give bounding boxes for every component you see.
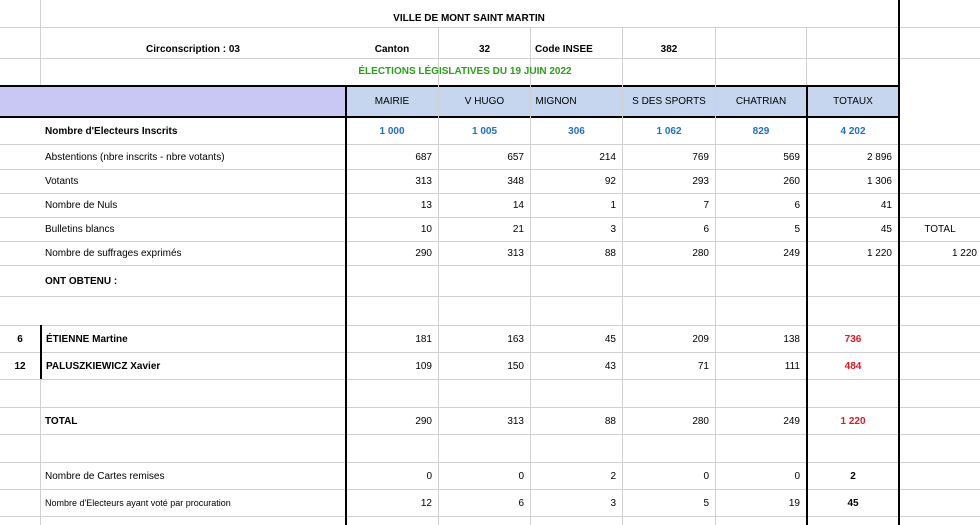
cell: 280: [692, 248, 709, 259]
side-total-label: TOTAL: [924, 224, 956, 235]
cell: 150: [507, 360, 524, 372]
cell: 657: [507, 151, 524, 163]
cell: 14: [512, 200, 524, 211]
cell: 88: [604, 248, 616, 259]
cell: 6: [703, 224, 709, 235]
cell: 249: [783, 415, 800, 427]
candidate-number: 6: [17, 333, 23, 345]
row-label-procuration: Nombre d'Electeurs ayant voté par procuration: [45, 498, 231, 508]
cell: 12: [420, 497, 432, 509]
insee-value: 382: [660, 43, 678, 55]
cell: 214: [599, 151, 616, 163]
col-header-sports: S DES SPORTS: [632, 96, 706, 107]
cell: 280: [692, 415, 709, 427]
cell: 829: [752, 125, 770, 137]
cell: 71: [697, 360, 709, 372]
cell: 1 062: [656, 125, 682, 137]
cell: 5: [703, 497, 709, 509]
candidate-name: ÉTIENNE Martine: [46, 333, 128, 345]
cell: 45: [847, 497, 859, 509]
cell: 45: [880, 224, 892, 235]
cell: 348: [507, 176, 524, 187]
row-label-blancs: Bulletins blancs: [45, 224, 115, 235]
cell: 0: [703, 470, 709, 482]
row-label-total: TOTAL: [45, 415, 78, 427]
cell: 1 220: [866, 248, 892, 259]
cell: 736: [844, 333, 862, 345]
cell: 92: [604, 176, 616, 187]
cell: 3: [610, 224, 616, 235]
side-total-value: 1 220: [951, 248, 977, 259]
cell: 1 306: [866, 176, 892, 187]
header-band-purple: [0, 86, 346, 116]
col-header-mignon: MIGNON: [535, 96, 577, 107]
row-label-inscrits: Nombre d'Electeurs Inscrits: [45, 125, 178, 137]
col-header-mairie: MAIRIE: [374, 96, 410, 107]
row-label-abstentions: Abstentions (nbre inscrits - nbre votants): [45, 151, 225, 163]
row-label-cartes: Nombre de Cartes remises: [45, 470, 165, 482]
cell: 88: [604, 415, 616, 427]
cell: 0: [794, 470, 800, 482]
col-header-chatrian: CHATRIAN: [735, 96, 787, 107]
cell: 111: [784, 360, 800, 372]
cell: 313: [415, 176, 432, 187]
cell: 5: [794, 224, 800, 235]
cell: 569: [783, 151, 800, 163]
cell: 249: [783, 248, 800, 259]
cell: 181: [415, 333, 432, 345]
cell: 7: [703, 200, 709, 211]
cell: 1 000: [379, 125, 405, 137]
cell: 6: [518, 497, 524, 509]
cell: 138: [783, 333, 800, 345]
canton-label: Canton: [374, 43, 410, 55]
cell: 484: [844, 360, 862, 372]
circonscription-label: Circonscription : 03: [146, 43, 240, 55]
cell: 260: [783, 176, 800, 187]
cell: 687: [415, 151, 432, 163]
cell: 1: [610, 200, 616, 211]
canton-value: 32: [478, 43, 491, 55]
cell: 41: [880, 200, 892, 211]
cell: 19: [788, 497, 800, 509]
cell: 3: [610, 497, 616, 509]
cell: 209: [692, 333, 709, 345]
col-header-totaux: TOTAUX: [833, 96, 873, 107]
cell: 2 896: [866, 151, 892, 163]
cell: 13: [420, 200, 432, 211]
cell: 293: [692, 176, 709, 187]
cell: 2: [850, 470, 856, 482]
row-label-nuls: Nombre de Nuls: [45, 200, 118, 211]
cell: 769: [692, 151, 709, 163]
cell: 10: [420, 224, 432, 235]
cell: 21: [512, 224, 524, 235]
cell: 306: [568, 125, 585, 137]
row-label-exprimes: Nombre de suffrages exprimés: [45, 248, 182, 259]
row-label-votants: Votants: [45, 176, 79, 187]
candidate-name: PALUSZKIEWICZ Xavier: [46, 360, 161, 372]
election-title: ÉLECTIONS LÉGISLATIVES DU 19 JUIN 2022: [358, 65, 572, 77]
city-title: VILLE DE MONT SAINT MARTIN: [393, 12, 545, 24]
cell: 290: [415, 415, 432, 427]
col-header-vhugo: V HUGO: [464, 96, 505, 107]
cell: 1 220: [840, 415, 866, 427]
cell: 0: [518, 470, 524, 482]
cell: 109: [415, 360, 432, 372]
cell: 163: [507, 333, 524, 345]
cell: 6: [794, 200, 800, 211]
cell: 4 202: [840, 125, 866, 137]
cell: 313: [507, 248, 524, 259]
cell: 45: [604, 333, 616, 345]
cell: 2: [610, 470, 616, 482]
cell: 43: [604, 360, 616, 372]
cell: 313: [507, 415, 524, 427]
cell: 290: [415, 248, 432, 259]
cell: 1 005: [471, 125, 498, 137]
cell: 0: [426, 470, 432, 482]
candidate-number: 12: [14, 360, 26, 372]
insee-label: Code INSEE: [535, 43, 593, 55]
row-label-ont-obtenu: ONT OBTENU :: [45, 275, 118, 287]
